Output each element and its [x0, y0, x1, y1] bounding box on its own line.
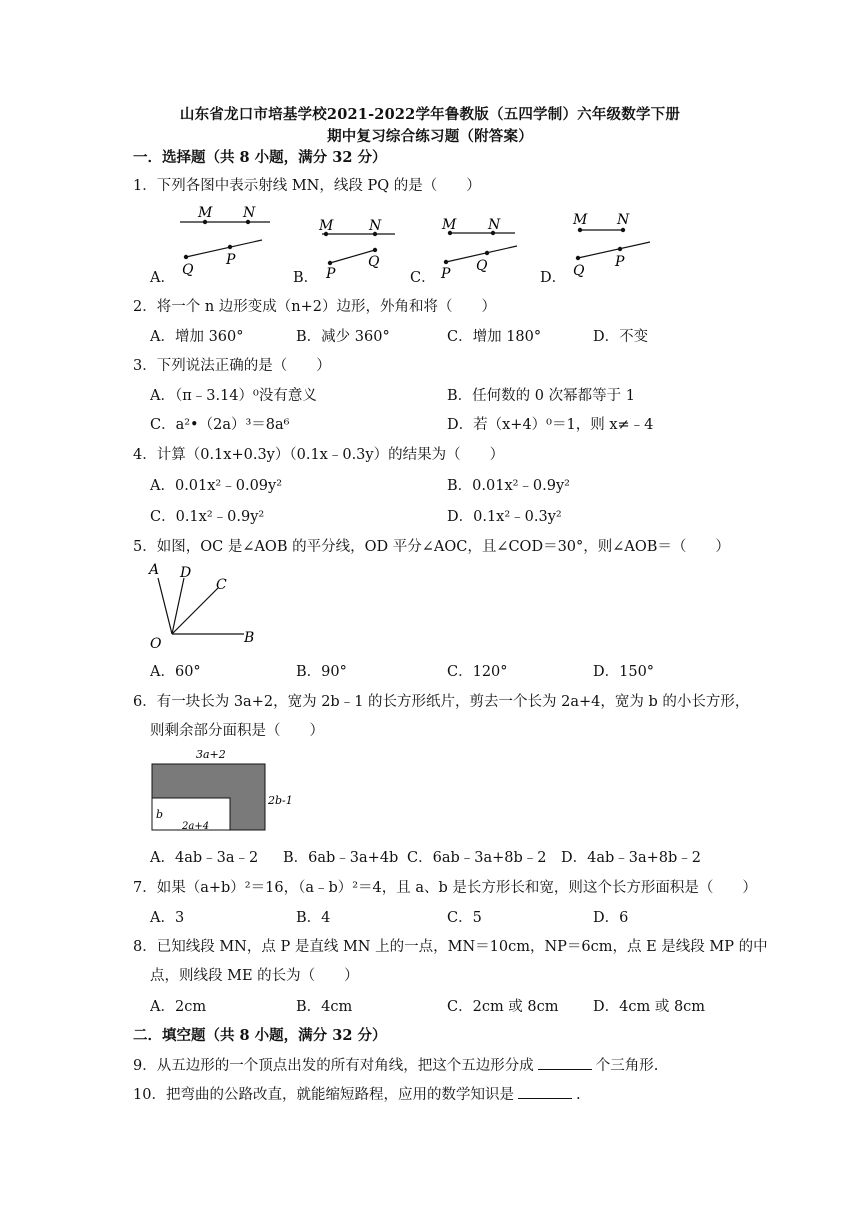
q5-label-b: B — [244, 630, 255, 646]
q1d-label-n: N — [617, 212, 630, 228]
doc-title-line1: 山东省龙口市培基学校2021-2022学年鲁教版（五四学制）六年级数学下册 — [179, 106, 681, 123]
q1d-label-m: M — [573, 212, 588, 228]
q7-option-d: D．6 — [593, 910, 629, 926]
q5-label-d: D — [180, 565, 192, 581]
section-choice-heading: 一．选择题（共 8 小题，满分 32 分） — [133, 149, 387, 166]
q7-option-a: A．3 — [150, 910, 185, 926]
q2-option-c: C．增加 180° — [447, 329, 542, 345]
q1b-label-p: P — [326, 266, 336, 280]
q8-stem-line1: 8．已知线段 MN，点 P 是直线 MN 上的一点，MN＝10cm，NP＝6cm，点 E 是线段 MP 的中 — [133, 939, 768, 955]
doc-title-line2: 期中复习综合练习题（附答案） — [327, 128, 533, 145]
q5-label-o: O — [150, 636, 162, 650]
q2-option-a: A．增加 360° — [150, 329, 244, 345]
q2-option-b: B．减少 360° — [296, 329, 390, 345]
q4-option-a: A．0.01x²﹣0.09y² — [150, 478, 283, 494]
q1-figure-c — [440, 217, 517, 280]
q10-text-after: . — [575, 1087, 581, 1103]
q1a-label-n: N — [243, 205, 256, 221]
q5-option-d: D．150° — [593, 664, 655, 680]
q5-option-b: B．90° — [296, 664, 347, 680]
q7-option-b: B．4 — [296, 910, 331, 926]
q9-text-after: 个三角形. — [595, 1058, 659, 1074]
q3-option-c: C．a²•（2a）³＝8a⁶ — [150, 417, 290, 433]
q6-option-b: B．6ab﹣3a+4b — [283, 850, 399, 866]
q10-answer-blank[interactable] — [518, 1086, 572, 1099]
q6-stem-line1: 6．有一块长为 3a+2，宽为 2b﹣1 的长方形纸片，剪去一个长为 2a+4，宽为 b 的小长方形， — [133, 694, 750, 710]
q9-line — [133, 1054, 658, 1075]
q7-option-c: C．5 — [447, 910, 482, 926]
q1d-label-p: P — [615, 254, 625, 270]
q1c-label-q: Q — [476, 258, 488, 274]
q4-option-d: D．0.1x²﹣0.3y² — [447, 509, 562, 525]
q6-rectangle-figure — [146, 744, 306, 836]
q9-text-before: 9．从五边形的一个顶点出发的所有对角线，把这个五边形分成 — [133, 1058, 534, 1074]
q5-option-c: C．120° — [447, 664, 508, 680]
q1-option-a: A． — [150, 270, 175, 286]
q10-line — [133, 1083, 581, 1104]
q9-answer-blank[interactable] — [538, 1057, 592, 1070]
q8-option-a: A．2cm — [150, 999, 207, 1015]
q1-figure-a — [180, 205, 270, 278]
q1b-label-m: M — [319, 218, 334, 234]
q5-label-a: A — [149, 562, 160, 578]
q1c-label-p: P — [441, 266, 451, 280]
q4-option-b: B．0.01x²﹣0.9y² — [447, 478, 570, 494]
q1c-label-n: N — [488, 217, 501, 233]
q4-stem: 4．计算（0.1x+0.3y）（0.1x﹣0.3y）的结果为（ ） — [133, 447, 505, 463]
q6-label-right: 2b-1 — [268, 794, 293, 807]
section-fill-heading: 二．填空题（共 8 小题，满分 32 分） — [133, 1027, 387, 1044]
q1b-label-q: Q — [368, 254, 380, 270]
q1-option-d: D． — [540, 270, 567, 286]
q5-label-c: C — [216, 577, 227, 593]
q10-text-before: 10．把弯曲的公路改直，就能缩短路程，应用的数学知识是 — [133, 1087, 514, 1103]
q8-option-d: D．4cm 或 8cm — [593, 999, 706, 1015]
q6-option-d: D．4ab﹣3a+8b﹣2 — [561, 850, 702, 866]
q1a-label-m: M — [198, 205, 213, 221]
q3-stem: 3．下列说法正确的是（ ） — [133, 358, 331, 374]
q1b-label-n: N — [369, 218, 382, 234]
q8-stem-line2: 点，则线段 ME 的长为（ ） — [150, 968, 359, 984]
q8-option-b: B．4cm — [296, 999, 353, 1015]
q5-stem: 5．如图，OC 是∠AOB 的平分线，OD 平分∠AOC，且∠COD＝30°，则∠AOB＝（ ） — [133, 539, 730, 555]
q3-option-d: D．若（x+4）⁰＝1，则 x≠﹣4 — [447, 417, 654, 433]
q2-option-d: D．不变 — [593, 329, 649, 345]
q1a-label-p: P — [226, 252, 236, 268]
q1-figure-d — [572, 212, 650, 279]
q1c-label-m: M — [442, 217, 457, 233]
q1-option-c: C． — [410, 270, 436, 286]
q6-label-bottom: 2a+4 — [182, 821, 210, 832]
q6-option-a: A．4ab﹣3a﹣2 — [150, 850, 259, 866]
q1d-label-q: Q — [573, 263, 585, 279]
q3-option-a: A．（π﹣3.14）⁰没有意义 — [150, 388, 317, 404]
q1-stem: 1．下列各图中表示射线 MN，线段 PQ 的是（ ） — [133, 178, 481, 194]
q3-option-b: B．任何数的 0 次幂都等于 1 — [447, 388, 635, 404]
q1-option-b: B． — [293, 270, 319, 286]
q6-stem-line2: 则剩余部分面积是（ ） — [150, 723, 324, 739]
q6-label-left: b — [156, 808, 164, 821]
q5-option-a: A．60° — [150, 664, 201, 680]
q7-stem: 7．如果（a+b）²＝16，（a﹣b）²＝4，且 a、b 是长方形长和宽，则这个长方形面积是（ ） — [133, 880, 757, 896]
q8-option-c: C．2cm 或 8cm — [447, 999, 559, 1015]
q6-label-top: 3a+2 — [196, 748, 226, 761]
q5-angle-figure — [140, 558, 280, 650]
q1a-label-q: Q — [182, 262, 194, 278]
q4-option-c: C．0.1x²﹣0.9y² — [150, 509, 265, 525]
q1-figure-b — [318, 218, 395, 280]
q2-stem: 2．将一个 n 边形变成（n+2）边形，外角和将（ ） — [133, 299, 496, 315]
q6-option-c: C．6ab﹣3a+8b﹣2 — [407, 850, 547, 866]
